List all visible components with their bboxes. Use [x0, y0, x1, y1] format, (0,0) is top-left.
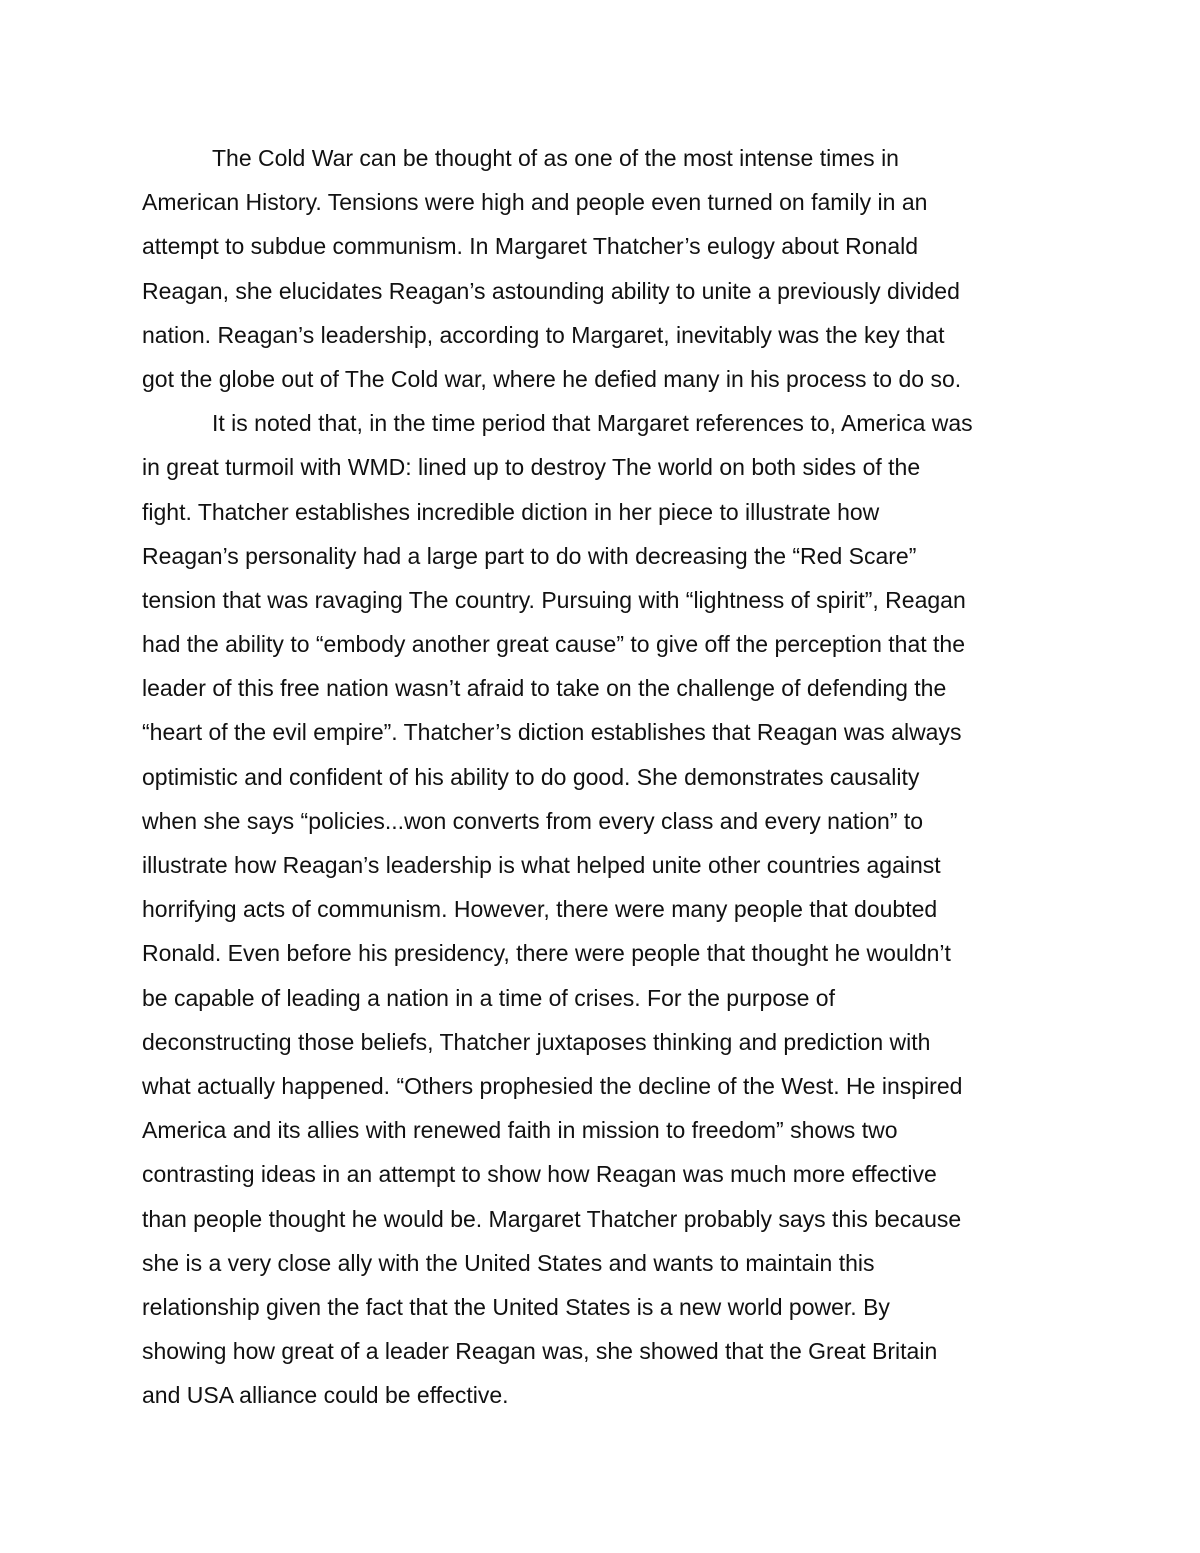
text-line: when she says “policies...won converts from every class and every nation” to: [142, 807, 924, 834]
text-line: horrifying acts of communism. However, there were many people that doubted: [142, 896, 938, 923]
text-line: showing how great of a leader Reagan was, she showed that the Great Britain: [142, 1338, 938, 1365]
text-line: in great turmoil with WMD: lined up to destroy The world on both sides of the: [142, 454, 921, 481]
text-line: Reagan’s personality had a large part to do with decreasing the “Red Scare”: [142, 542, 917, 569]
text-line: nation. Reagan’s leadership, according to Margaret, inevitably was the key that: [142, 321, 945, 348]
text-line: Reagan, she elucidates Reagan’s astounding ability to unite a previously divided: [142, 277, 960, 304]
text-line: tension that was ravaging The country. Pursuing with “lightness of spirit”, Reagan: [142, 586, 966, 613]
text-line: than people thought he would be. Margaret Thatcher probably says this because: [142, 1205, 962, 1232]
text-line: leader of this free nation wasn’t afraid to take on the challenge of defending the: [142, 675, 947, 702]
text-line: illustrate how Reagan’s leadership is what helped unite other countries against: [142, 852, 941, 878]
text-line: optimistic and confident of his ability to do good. She demonstrates causality: [142, 763, 920, 790]
text-line: contrasting ideas in an attempt to show how Reagan was much more effective: [142, 1161, 937, 1188]
paragraph-2: [142, 401, 1082, 1417]
text-line: deconstructing those beliefs, Thatcher juxtaposes thinking and prediction with: [142, 1028, 931, 1055]
text-line: attempt to subdue communism. In Margaret Thatcher’s eulogy about Ronald: [142, 233, 919, 260]
text-line: fight. Thatcher establishes incredible diction in her piece to illustrate how: [142, 498, 880, 525]
text-line: she is a very close ally with the United States and wants to maintain this: [142, 1249, 875, 1276]
text-line: America and its allies with renewed faith in mission to freedom” shows two: [142, 1117, 898, 1144]
text-line: relationship given the fact that the United States is a new world power. By: [142, 1293, 890, 1320]
text-line: The Cold War can be thought of as one of the most intense times in: [212, 145, 899, 171]
text-line: “heart of the evil empire”. Thatcher’s diction establishes that Reagan was always: [142, 719, 962, 746]
text-line: Ronald. Even before his presidency, there were people that thought he wouldn’t: [142, 940, 951, 967]
text-line: American History. Tensions were high and people even turned on family in an: [142, 189, 928, 216]
paragraph-1: [142, 136, 1082, 401]
text-line: what actually happened. “Others prophesied the decline of the West. He inspired: [142, 1072, 963, 1099]
text-line: be capable of leading a nation in a time of crises. For the purpose of: [142, 984, 835, 1011]
text-line: and USA alliance could be effective.: [142, 1382, 509, 1409]
text-line: It is noted that, in the time period that Margaret references to, America was: [212, 410, 973, 437]
text-line: had the ability to “embody another great cause” to give off the perception that the: [142, 631, 965, 658]
text-line: got the globe out of The Cold war, where he defied many in his process to do so.: [142, 365, 962, 392]
essay-body: [142, 136, 1082, 1417]
